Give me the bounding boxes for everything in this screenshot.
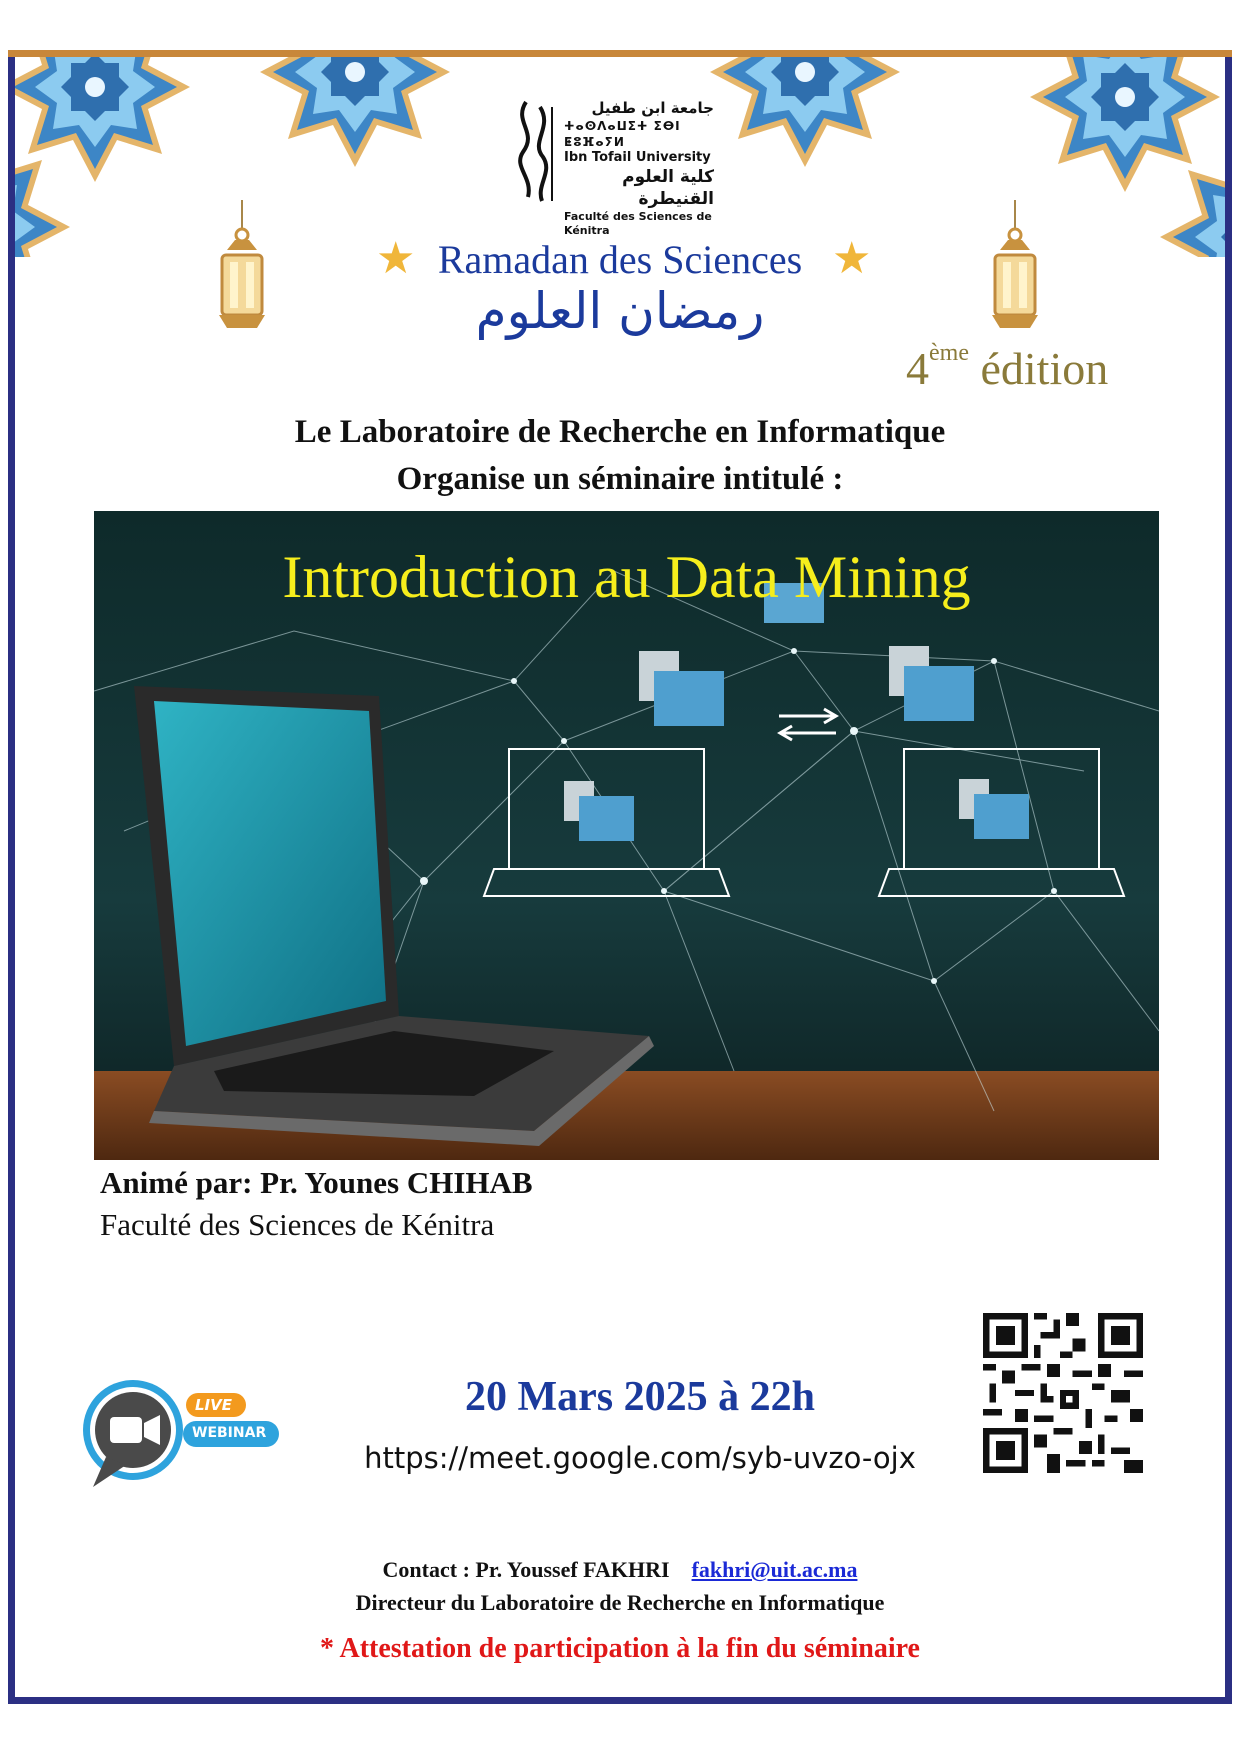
contact-label: Contact : Pr. Youssef FAKHRI <box>382 1557 670 1582</box>
contact-line <box>0 1557 1240 1583</box>
live-webinar-badge <box>78 1375 288 1495</box>
meeting-link[interactable]: https://meet.google.com/syb-uvzo-ojx <box>364 1441 916 1475</box>
logo-university-name: Ibn Tofail University <box>564 150 711 165</box>
star-left-icon: ★ <box>376 233 416 284</box>
logo-arabic-university: جامعة ابن طفيل <box>591 99 714 117</box>
webinar-label: WEBINAR <box>192 1425 267 1441</box>
event-date: 20 Mars 2025 à 22h <box>465 1374 815 1420</box>
frame-top-accent <box>8 50 1232 57</box>
video-camera-icon <box>110 1417 142 1443</box>
event-series-title: Ramadan des Sciences <box>437 237 803 282</box>
edition-label: 4ème édition <box>906 340 1109 394</box>
seminar-title: Introduction au Data Mining <box>282 544 971 610</box>
logo-tifinagh-university: ⵜⴰⵙⴷⴰⵡⵉⵜ ⵉⴱⵏ ⵟⵓⴼⴰⵢⵍ <box>564 119 681 149</box>
speaker-name: Animé par: Pr. Younes CHIHAB <box>100 1165 533 1200</box>
attestation-note: * Attestation de participation à la fin du séminaire <box>320 1633 920 1664</box>
logo-faculty-name: Faculté des Sciences de Kénitra <box>564 210 712 237</box>
star-right-icon: ★ <box>832 233 872 284</box>
qr-code[interactable] <box>983 1313 1143 1473</box>
seminar-illustration <box>94 511 1159 1160</box>
organizer-line: Le Laboratoire de Recherche en Informatique <box>294 414 946 450</box>
university-logo <box>508 95 718 237</box>
contact-role: Directeur du Laboratoire de Recherche en Informatique <box>355 1590 885 1615</box>
seminar-intro-line: Organise un séminaire intitulé : <box>396 461 844 497</box>
speaker-affiliation: Faculté des Sciences de Kénitra <box>100 1207 495 1242</box>
contact-email-link[interactable]: fakhri@uit.ac.ma <box>691 1557 858 1582</box>
live-label: LIVE <box>195 1396 232 1414</box>
university-emblem-icon <box>508 97 558 205</box>
event-series-arabic-title: رمضان العلوم <box>475 282 765 340</box>
logo-arabic-faculty: كلية العلوم القنيطرة <box>622 167 714 209</box>
